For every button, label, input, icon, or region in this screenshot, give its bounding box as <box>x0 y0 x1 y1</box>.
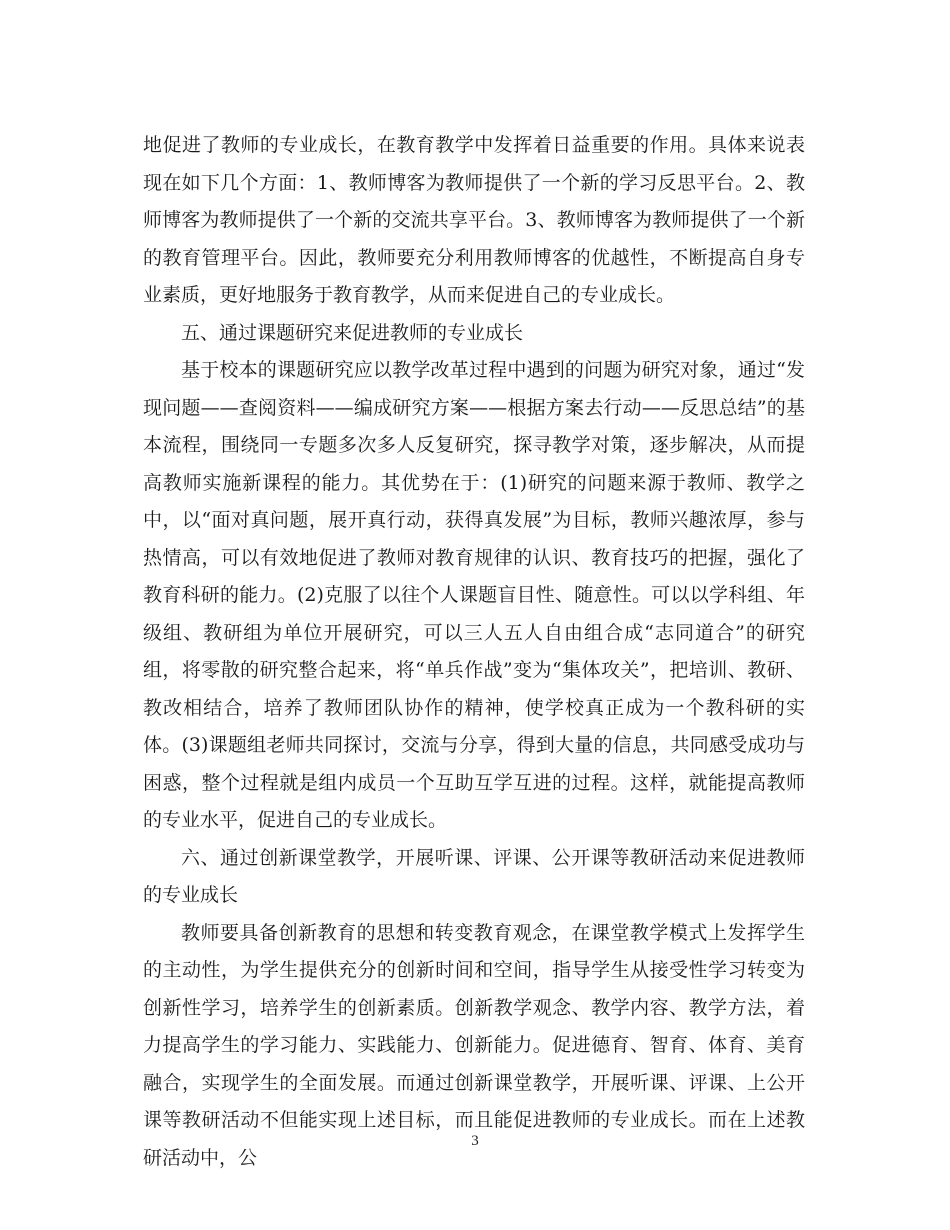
paragraph-innovation: 教师要具备创新教育的思想和转变教育观念，在课堂教学模式上发挥学生的主动性，为学生提供充分的创新时间和空间，指导学生从接受性学习转变为创新性学习，培养学生的创新素质。创新教学观念、教学内容、教学方法，着力提高学生的学习能力、实践能力、创新能力。促进德育、智育、体育、美育融合，实现学生的全面发展。而通过创新课堂教学，开展听课、评课、上公开课等教研活动不但能实现上述目标，而且能促进教师的专业成长。而在上述教研活动中，公 <box>143 921 805 1169</box>
section-heading-6: 六、通过创新课堂教学，开展听课、评课、公开课等教研活动来促进教师的专业成长 <box>143 846 805 906</box>
page-number: 3 <box>471 1133 479 1149</box>
document-body <box>143 127 805 1177</box>
paragraph-research: 基于校本的课题研究应以教学改革过程中遇到的问题为研究对象，通过“发现问题——查阅资料——编成研究方案——根据方案去行动——反思总结”的基本流程，围绕同一专题多次多人反复研究，探寻教学对策，逐步解决，从而提高教师实施新课程的能力。其优势在于：(1)研究的问题来源于教师、教学之中，以“面对真问题，展开真行动，获得真发展”为目标，教师兴趣浓厚，参与热情高，可以有效地促进了教师对教育规律的认识、教育技巧的把握，强化了教育科研的能力。(2)克服了以往个人课题盲目性、随意性。可以以学科组、年级组、教研组为单位开展研究，可以三人五人自由组合成“志同道合”的研究组，将零散的研究整合起来，将“单兵作战”变为“集体攻关”，把培训、教研、教改相结合，培养了教师团队协作的精神，使学校真正成为一个教科研的实体。(3)课题组老师共同探讨，交流与分享，得到大量的信息，共同感受成功与困惑，整个过程就是组内成员一个互助互学互进的过程。这样，就能提高教师的专业水平，促进自己的专业成长。 <box>143 359 805 831</box>
section-heading-5: 五、通过课题研究来促进教师的专业成长 <box>181 321 524 344</box>
paragraph-continuation: 地促进了教师的专业成长，在教育教学中发挥着日益重要的作用。具体来说表现在如下几个方面：1、教师博客为教师提供了一个新的学习反思平台。2、教师博客为教师提供了一个新的交流共享平台。3、教师博客为教师提供了一个新的教育管理平台。因此，教师要充分利用教师博客的优越性，不断提高自身专业素质，更好地服务于教育教学，从而来促进自己的专业成长。 <box>143 134 805 306</box>
